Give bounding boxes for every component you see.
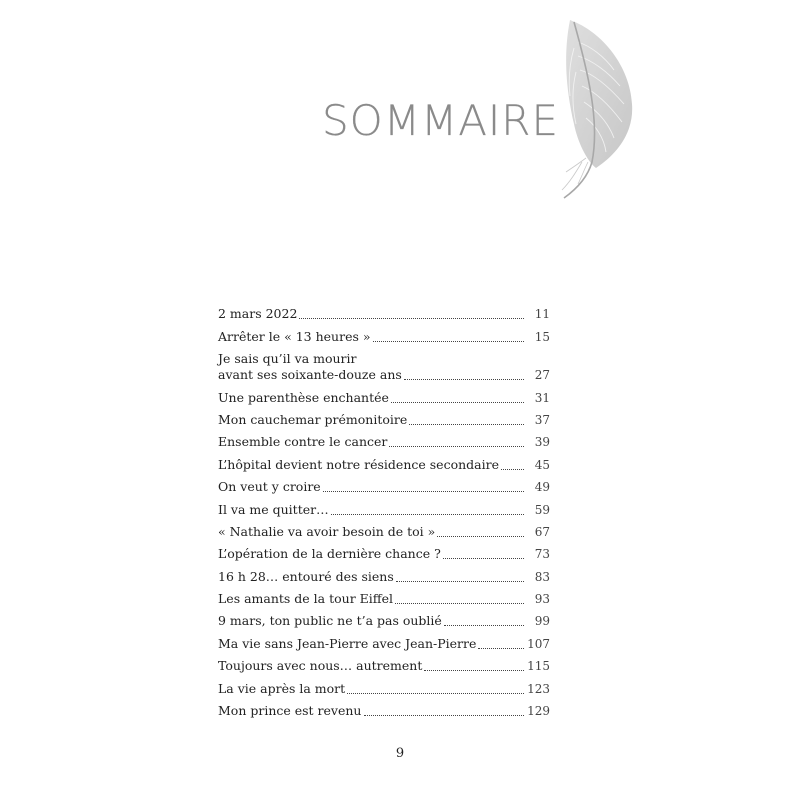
dot-leader <box>331 502 524 515</box>
toc-entry-page: 39 <box>534 435 550 450</box>
toc-entry[interactable] <box>218 473 550 495</box>
toc-entry-title: On veut y croire <box>218 479 321 495</box>
dot-leader <box>347 681 524 694</box>
toc-entry-title: Les amants de la tour Eiffel <box>218 591 394 607</box>
toc-entry-page: 67 <box>534 524 550 539</box>
toc-entry[interactable] <box>218 428 550 450</box>
toc-entry-title: 16 h 28… entouré des siens <box>218 568 394 584</box>
page-number: 9 <box>395 746 405 761</box>
toc-entry[interactable] <box>218 322 550 344</box>
toc-entry-title: Mon prince est revenu <box>218 703 362 719</box>
toc-entry-title: Arrêter le « 13 heures » <box>218 328 371 344</box>
toc-entry-page: 93 <box>534 592 550 607</box>
toc-entry-title: « Nathalie va avoir besoin de toi » <box>218 523 436 539</box>
dot-leader <box>501 457 524 470</box>
dot-leader <box>395 591 524 604</box>
toc-entry[interactable] <box>218 629 550 651</box>
toc-entry-page: 73 <box>534 547 550 562</box>
toc-entry-title: Ma vie sans Jean-Pierre avec Jean-Pierre <box>218 635 477 651</box>
dot-leader <box>396 569 524 582</box>
toc-entry[interactable] <box>218 383 550 405</box>
dot-leader <box>444 613 524 626</box>
toc-entry-title-line2: avant ses soixante-douze ans <box>218 367 402 383</box>
dot-leader <box>373 329 524 342</box>
toc-entry[interactable] <box>218 495 550 517</box>
page-title: SOMMAIRE <box>322 96 560 145</box>
toc-entry-title: 2 mars 2022 <box>218 306 298 322</box>
toc-entry-page: 59 <box>534 502 550 517</box>
dot-leader <box>437 524 524 537</box>
toc-entry-title: Toujours avec nous… autrement <box>218 658 423 674</box>
toc-entry-page: 115 <box>527 659 550 674</box>
toc-entry-page: 49 <box>534 480 550 495</box>
dot-leader <box>409 412 524 425</box>
feather-icon <box>548 12 638 200</box>
toc-entry-title: L’hôpital devient notre résidence secondaire <box>218 456 499 472</box>
dot-leader <box>323 479 524 492</box>
toc-entry[interactable] <box>218 345 550 383</box>
toc-entry-page: 123 <box>527 681 550 696</box>
dot-leader <box>443 546 524 559</box>
toc-entry[interactable] <box>218 585 550 607</box>
toc-entry-page: 107 <box>527 636 550 651</box>
toc-entry[interactable] <box>218 406 550 428</box>
toc-entry[interactable] <box>218 300 550 322</box>
toc-entry-page: 37 <box>534 412 550 427</box>
toc-entry[interactable] <box>218 540 550 562</box>
toc-entry[interactable] <box>218 450 550 472</box>
toc-entry-page: 15 <box>534 329 550 344</box>
toc-entry-title-line1: Je sais qu’il va mourir <box>218 351 357 367</box>
dot-leader <box>299 306 524 319</box>
dot-leader <box>391 390 524 403</box>
toc-entry[interactable] <box>218 697 550 719</box>
dot-leader <box>478 636 524 649</box>
toc-entry[interactable] <box>218 518 550 540</box>
toc-entry-title: Ensemble contre le cancer <box>218 434 388 450</box>
toc-entry-title: Il va me quitter… <box>218 501 329 517</box>
dot-leader <box>404 367 524 380</box>
dot-leader <box>424 658 524 671</box>
toc-entry[interactable] <box>218 607 550 629</box>
toc-entry[interactable] <box>218 674 550 696</box>
toc-entry-page: 99 <box>534 614 550 629</box>
toc-entry-page: 129 <box>527 704 550 719</box>
toc-entry-title: La vie après la mort <box>218 680 346 696</box>
toc-entry-page: 83 <box>534 569 550 584</box>
toc-entry-page: 11 <box>534 307 550 322</box>
table-of-contents <box>218 300 550 719</box>
dot-leader <box>364 703 525 716</box>
toc-entry-title: Une parenthèse enchantée <box>218 389 389 405</box>
toc-entry[interactable] <box>218 562 550 584</box>
toc-entry-title: 9 mars, ton public ne t’a pas oublié <box>218 613 442 629</box>
toc-entry-title: L’opération de la dernière chance ? <box>218 546 441 562</box>
toc-entry-title <box>218 351 402 383</box>
toc-entry-page: 45 <box>534 457 550 472</box>
toc-entry[interactable] <box>218 652 550 674</box>
toc-entry-page: 27 <box>534 368 550 383</box>
toc-entry-title: Mon cauchemar prémonitoire <box>218 411 408 427</box>
dot-leader <box>389 434 524 447</box>
toc-entry-page: 31 <box>534 390 550 405</box>
